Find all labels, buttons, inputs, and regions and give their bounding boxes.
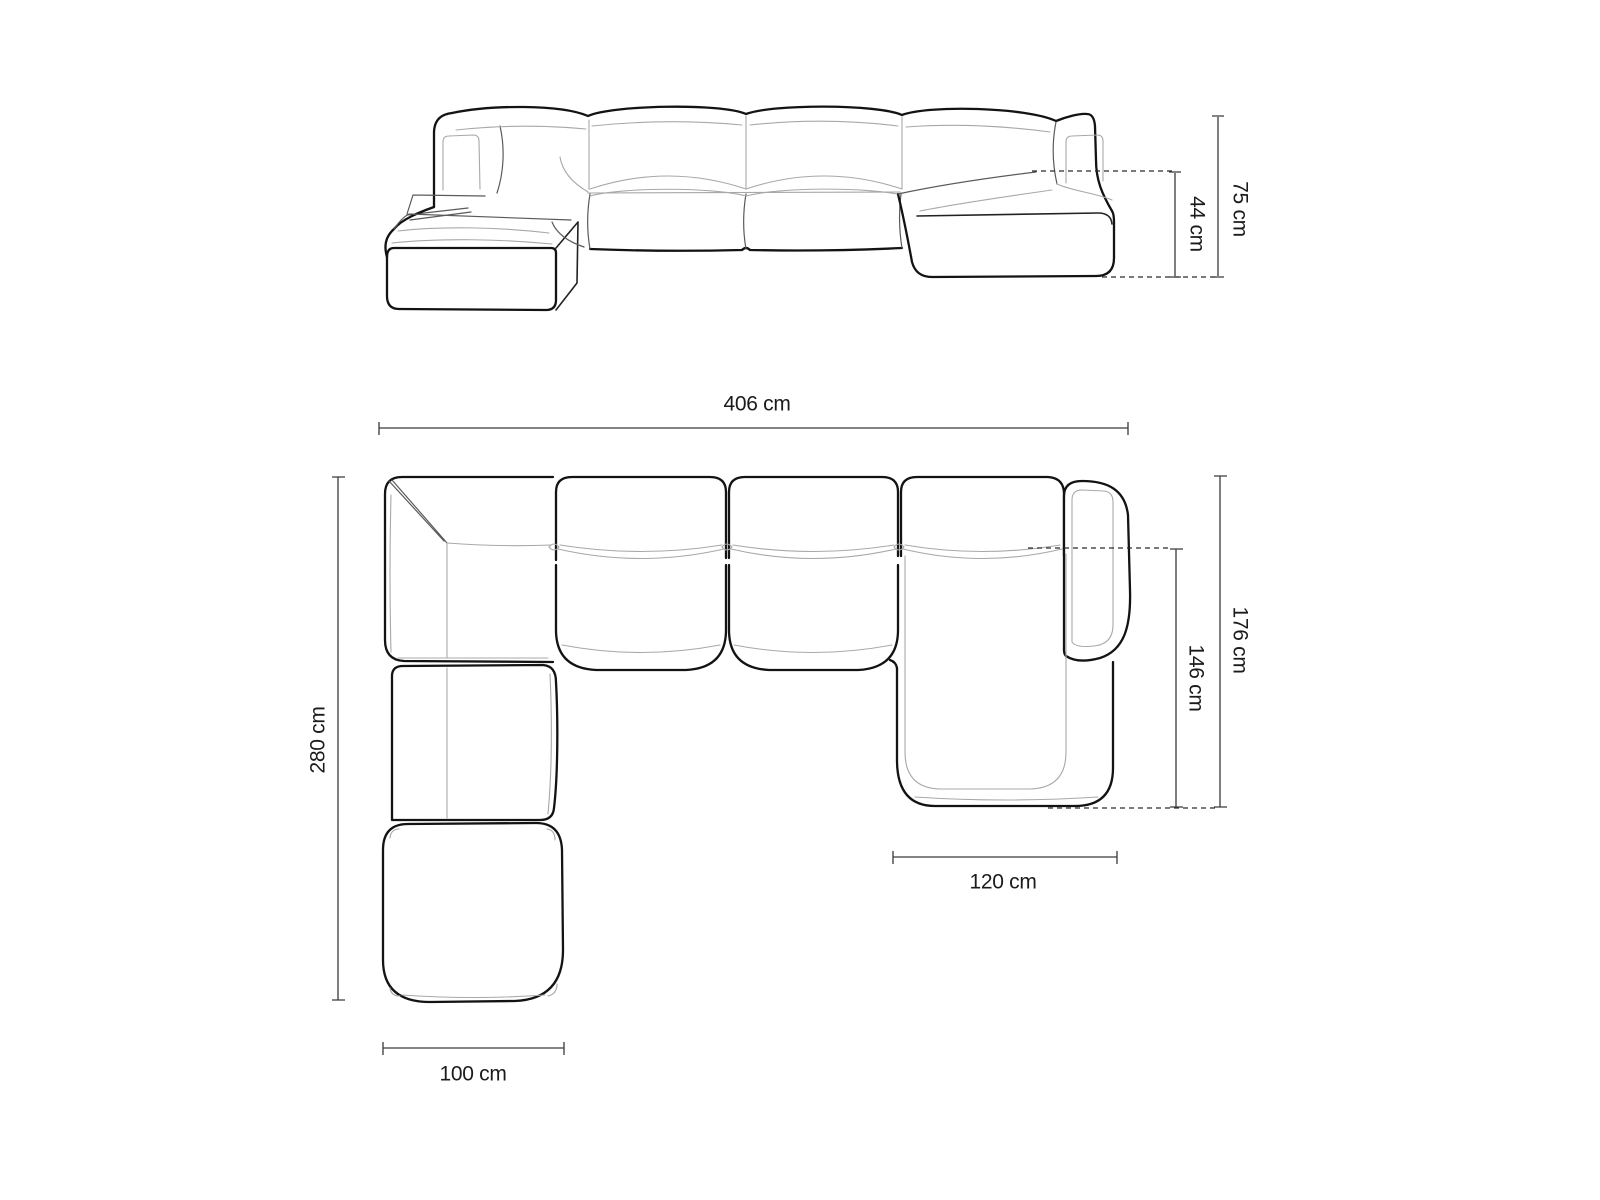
dim-label-total-height: 75 cm xyxy=(1228,181,1252,237)
dim-line-module-width-100 xyxy=(383,1042,564,1055)
plan-corner-inner-seams xyxy=(390,495,551,658)
elevation-right-armrest-base-seam xyxy=(1057,184,1112,200)
dim-label-total-width: 406 cm xyxy=(723,392,791,416)
elevation-left-chaise-top-back-edge xyxy=(394,214,571,229)
plan-chaise-bottom-piping xyxy=(915,797,1098,800)
elevation-left-armrest-profile xyxy=(497,126,503,193)
dim-line-total-width-406 xyxy=(379,422,1128,435)
elevation-right-chaise-outline xyxy=(898,194,1114,277)
elevation-right-armrest-profile xyxy=(1053,122,1057,184)
elevation-left-chaise-right-face xyxy=(556,222,578,310)
dim-line-total-depth-280 xyxy=(332,477,345,1000)
plan-seat-cushion-1-arc xyxy=(562,645,720,653)
dim-label-total-depth: 280 cm xyxy=(306,706,330,774)
plan-chaise-cushion-seam xyxy=(905,554,1066,789)
plan-seat-cushion-1 xyxy=(556,565,726,670)
plan-right-armrest xyxy=(1064,481,1130,661)
dim-line-chaise-seat-146 xyxy=(1170,549,1183,807)
plan-chaise-outline xyxy=(897,662,1113,806)
dim-label-seat-height: 44 cm xyxy=(1185,196,1209,252)
dim-label-chaise-depth-total: 176 cm xyxy=(1228,606,1252,674)
dim-line-chaise-width-120 xyxy=(893,851,1117,864)
plan-back-cushion-2-sag xyxy=(731,545,896,559)
elevation-right-chaise-front-top-edge xyxy=(917,213,1112,224)
plan-corner-diagonal-seam xyxy=(389,480,447,543)
plan-seat-cushion-2 xyxy=(729,565,898,670)
elevation-right-chaise-cushion-back-edge xyxy=(898,172,1036,194)
dim-label-end-module-width: 100 cm xyxy=(439,1062,507,1086)
elevation-back-top-outline xyxy=(452,107,1056,121)
elevation-left-armrest-seam xyxy=(443,135,480,190)
elevation-seat-back-line xyxy=(588,192,900,193)
dim-line-chaise-depth-176 xyxy=(1214,476,1227,807)
elevation-seat-dividers xyxy=(588,193,902,249)
elevation-view xyxy=(385,107,1224,310)
plan-middle-left-module xyxy=(392,665,557,820)
dim-line-total-height-75 xyxy=(1212,116,1224,277)
dim-label-chaise-width: 120 cm xyxy=(969,870,1037,894)
elevation-right-armrest xyxy=(1056,114,1112,211)
plan-middle-left-module-seams xyxy=(447,668,551,818)
plan-bottom-left-module xyxy=(383,823,563,1002)
plan-seat-cushion-2-arc xyxy=(734,645,892,653)
elevation-back-upper-seams xyxy=(456,121,1050,132)
elevation-right-chaise-cushion-seam xyxy=(920,190,1052,211)
elevation-left-chaise-cushion-seams xyxy=(392,228,552,244)
plan-back-cushion-1-sag xyxy=(558,545,724,559)
plan-back-cushion-3-sag xyxy=(903,545,1062,559)
plan-back-cushion-2 xyxy=(729,477,898,558)
dim-line-seat-height-44 xyxy=(1169,172,1181,277)
dim-label-chaise-depth-seat: 146 cm xyxy=(1184,644,1208,712)
elevation-corner-cushion-arc-2 xyxy=(560,157,588,192)
plan-chaise-left-top-curve xyxy=(890,660,897,668)
elevation-left-chaise-front xyxy=(387,248,556,310)
plan-back-cushion-3 xyxy=(901,477,1064,556)
plan-view xyxy=(332,422,1227,1055)
plan-bottom-left-module-seams xyxy=(390,829,557,998)
